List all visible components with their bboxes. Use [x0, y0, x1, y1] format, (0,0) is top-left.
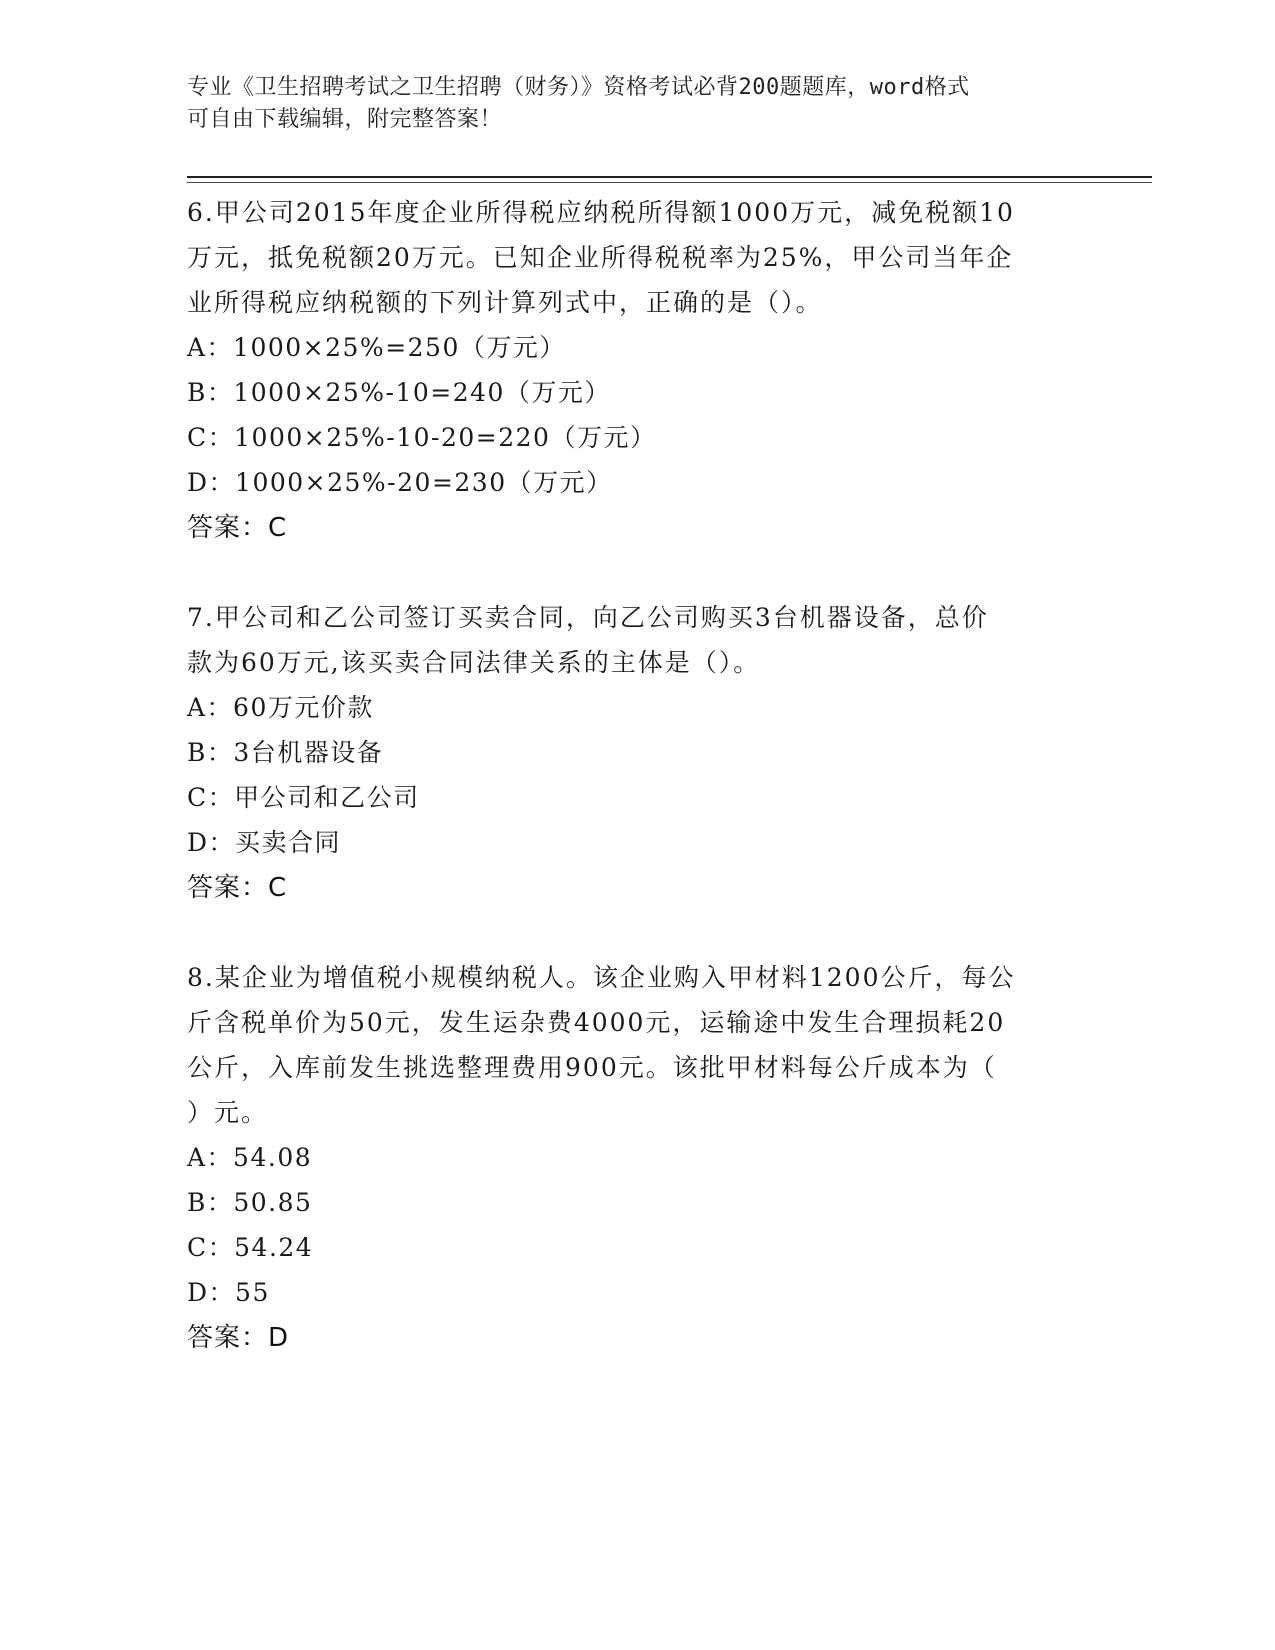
stem-line: ）元。: [187, 1098, 269, 1127]
header-divider-thin: [187, 182, 1152, 183]
option-c: C：1000×25%-10-20=220（万元）: [187, 423, 657, 452]
answer-text: 答案：C: [187, 513, 288, 543]
question-8: [187, 955, 1087, 1361]
answer-text: 答案：C: [187, 873, 288, 903]
question-stem: [187, 190, 1087, 325]
question-6: [187, 190, 1087, 551]
option-d: D：1000×25%-20=230（万元）: [187, 468, 613, 497]
answer-text: 答案：D: [187, 1323, 290, 1353]
question-7: [187, 595, 1087, 911]
option-d: D：买卖合同: [187, 828, 342, 857]
stem-line: 斤含税单价为50元，发生运杂费4000元，运输途中发生合理损耗20: [187, 1008, 1006, 1037]
option-a: A：60万元价款: [187, 693, 374, 722]
stem-line: 款为60万元,该买卖合同法律关系的主体是（）。: [187, 648, 761, 677]
question-stem: [187, 595, 1087, 685]
header-line-2: 可自由下载编辑，附完整答案！: [187, 107, 503, 132]
option-c: C：甲公司和乙公司: [187, 783, 420, 812]
document-header: [187, 72, 1067, 136]
question-list: [187, 190, 1087, 1405]
option-b: B：1000×25%-10=240（万元）: [187, 378, 611, 407]
stem-line: 万元，抵免税额20万元。已知企业所得税税率为25%，甲公司当年企: [187, 243, 1014, 272]
option-b: B：3台机器设备: [187, 738, 384, 767]
question-stem: [187, 955, 1087, 1135]
option-a: A：54.08: [187, 1143, 313, 1172]
header-line-1: 专业《卫生招聘考试之卫生招聘（财务）》资格考试必背200题题库，word格式: [187, 75, 970, 100]
option-c: C：54.24: [187, 1233, 314, 1262]
option-a: A：1000×25%=250（万元）: [187, 333, 566, 362]
stem-line: 8.某企业为增值税小规模纳税人。该企业购入甲材料1200公斤，每公: [187, 963, 1016, 992]
stem-line: 业所得税应纳税额的下列计算列式中，正确的是（）。: [187, 288, 823, 317]
stem-line: 公斤，入库前发生挑选整理费用900元。该批甲材料每公斤成本为（: [187, 1053, 997, 1082]
stem-line: 6.甲公司2015年度企业所得税应纳税所得额1000万元，减免税额10: [187, 198, 1015, 227]
option-d: D：55: [187, 1278, 270, 1307]
option-b: B：50.85: [187, 1188, 313, 1217]
header-divider-thick: [187, 176, 1152, 178]
stem-line: 7.甲公司和乙公司签订买卖合同，向乙公司购买3台机器设备，总价: [187, 603, 989, 632]
